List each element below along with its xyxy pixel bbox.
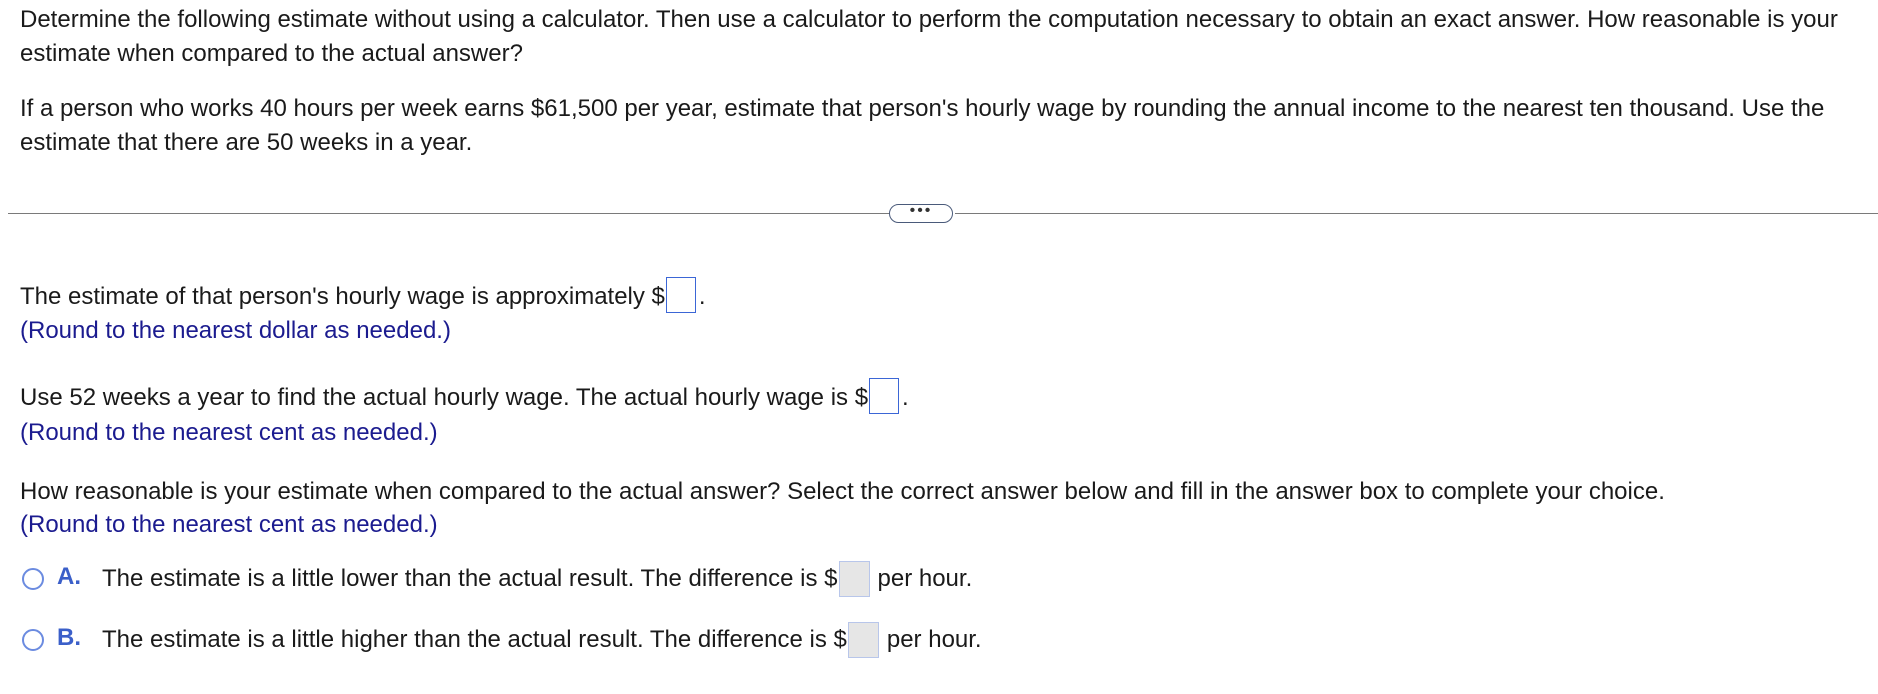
choice-b-suffix: per hour.	[886, 626, 982, 653]
choice-b-text: The estimate is a little higher than the actual result. The difference is $	[102, 626, 847, 653]
actual-answer-input[interactable]	[869, 378, 899, 414]
show-more-button[interactable]	[889, 201, 953, 223]
more-dots-icon: •••	[909, 201, 933, 219]
choice-a-radio[interactable]	[22, 568, 44, 590]
choice-a-letter: A.	[57, 563, 81, 590]
question-actual-suffix: .	[902, 384, 909, 411]
question-reasonable: How reasonable is your estimate when compared to the actual answer? Select the correct answer below and fill in the answer box to complete your choice.	[20, 478, 1665, 505]
question-estimate-text: The estimate of that person's hourly wage is approximately $	[20, 283, 665, 310]
choice-a-answer-box[interactable]	[839, 561, 870, 597]
question-estimate-suffix: .	[698, 283, 706, 310]
choice-b[interactable]	[22, 622, 982, 658]
choice-b-letter: B.	[57, 624, 81, 651]
question-actual	[20, 378, 909, 415]
choice-b-answer-box[interactable]	[848, 622, 879, 658]
choice-a[interactable]	[22, 561, 972, 597]
actual-hint: (Round to the nearest cent as needed.)	[20, 419, 438, 446]
choice-a-suffix: per hour.	[877, 565, 973, 592]
choice-b-radio[interactable]	[22, 629, 44, 651]
estimate-hint: (Round to the nearest dollar as needed.)	[20, 317, 451, 344]
question-actual-text: Use 52 weeks a year to find the actual hourly wage. The actual hourly wage is $	[20, 384, 869, 411]
problem-intro: Determine the following estimate without using a calculator. Then use a calculator to perform the computation necessary to obtain an exact answer. How reasonable is your estimate when compared to the actual answer?	[20, 6, 1838, 67]
question-estimate	[20, 277, 706, 314]
divider-right	[955, 213, 1878, 214]
divider-left	[8, 213, 890, 214]
reasonable-hint: (Round to the nearest cent as needed.)	[20, 511, 438, 538]
estimate-answer-input[interactable]	[666, 277, 696, 313]
choice-a-text: The estimate is a little lower than the actual result. The difference is $	[102, 565, 838, 592]
problem-scenario: If a person who works 40 hours per week earns $61,500 per year, estimate that person's hourly wage by rounding the annual income to the nearest ten thousand. Use the estimate that there are 50 weeks in a year.	[20, 95, 1825, 156]
